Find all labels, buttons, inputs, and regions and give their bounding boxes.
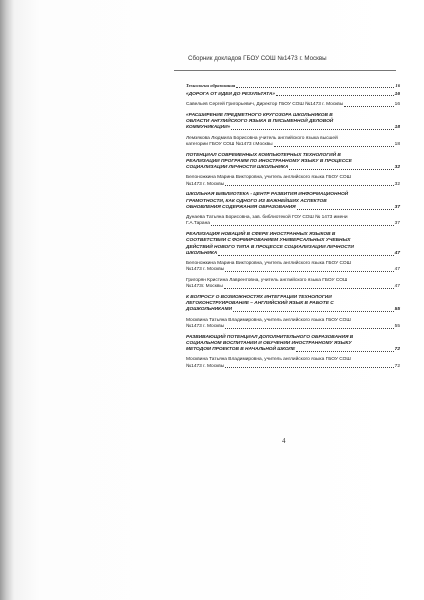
toc-entry-title [186,153,400,172]
dot-leader [225,328,393,329]
toc-line [186,221,400,227]
toc-entry-text: РАЗВИВАЮЩИЙ ПОТЕНЦИАЛ ДОПОЛНИТЕЛЬНОГО ОБРАЗОВАНИЯ В [186,334,354,340]
toc-entry-title [186,295,400,314]
toc-page-ref: 72 [394,346,400,352]
toc-entry-text: Савельев Сергей Григорьевич, Директор ГБОУ СОШ №1473 г. Москвы [186,101,344,107]
dot-leader [231,129,393,130]
dot-leader [276,95,394,96]
toc-entry-text: СОЦИАЛИЗАЦИИ ЛИЧНОСТИ ШКОЛЬНИКА [186,164,289,170]
toc-entry-text: категории ГБОУ СОШ №1473 г.Москвы [186,141,273,147]
dot-leader [236,87,394,88]
toc-entry-author [186,102,400,108]
toc-entry-title [186,92,400,98]
toc-line [186,182,400,188]
toc-entry-text: Москвина Татьяна Владимировна, учитель английского языка ГБОУ СОШ [186,357,351,363]
toc-entry-text: ШКОЛЬНИКА [186,250,218,256]
dot-leader [344,106,393,107]
toc-page-ref: 37 [394,204,400,210]
toc-line [186,267,400,273]
toc-entry-text: Г.А.Тарана [186,221,210,227]
toc-entry-text: ОБЛАСТИ АНГЛИЙСКОГО ЯЗЫКА В ПИСЬМЕННОЙ ДЕЛОВОЙ [186,118,334,124]
toc-line [186,364,400,370]
page-number: 4 [282,437,286,445]
header-rule [174,70,396,71]
toc-page-ref: 18 [394,141,400,147]
toc-entry-text: КОММУНИКАЦИИ» [186,125,231,131]
toc-entry-text: ЛЕГОКОНСТРУИРОВАНИЕ – АНГЛИЙСКИЙ ЯЗЫК В РАБОТЕ С [186,300,334,306]
dot-leader [225,367,393,368]
toc-page-ref: 55 [394,307,400,313]
dot-leader [297,209,394,210]
toc-entry-title [186,335,400,354]
toc-entry-title [186,113,400,132]
toc-line [186,102,400,108]
toc-entry-text: ПОТЕНЦИАЛ СОВРЕМЕННЫХ КОМПЬЮТЕРНЫХ ТЕХНОЛОГИЙ В [186,152,341,158]
toc-page-ref: 18 [394,125,400,131]
toc-entry-author [186,278,400,290]
toc-entry-text: Москвина Татьяна Владимировна, учитель английского языка ГБОУ СОШ [186,317,351,323]
toc-entry-text: №1473 г. Москвы [186,363,225,369]
toc-entry-text: СОЦИАЛЬНОМ ВОСПИТАНИИ И ОБУЧЕНИИ ИНОСТРАННОМУ ЯЗЫКУ [186,340,352,346]
toc-entry-text: ДОШКОЛЬНИКАМИ [186,307,232,313]
toc-line [186,125,400,131]
toc-entry-author [186,136,400,148]
dot-leader [225,271,393,272]
toc-entry-section [186,83,400,89]
toc-entry-text: ДЕЙСТВИЙ НОВОГО ТИПА В ПРОЦЕССЕ СОЦИАЛИЗАЦИИ ЛИЧНОСТИ [186,244,354,250]
dot-leader [233,311,394,312]
toc-entry-author [186,261,400,273]
toc-page-ref: 47 [394,283,400,289]
running-header: Сборник докладов ГБОУ СОШ №1473 г. Москвы [188,55,327,62]
toc-entry-text: Белоножкина Марина Викторовна, учитель английского языка ГБОУ СОШ [186,261,351,267]
toc-page-ref: 32 [394,164,400,170]
toc-entry-text: СООТВЕТСТВИИ С ФОРМИРОВАНИЕМ УНИВЕРСАЛЬНЫХ УЧЕБНЫХ [186,238,351,244]
toc-entry-text: Григорян Кристина Лаврентовна, учитель английского языка ГБОУ СОШ [186,277,348,283]
toc-entry-text: МЕТОДОМ ПРОЕКТОВ В НАЧАЛЬНОЙ ШКОЛЕ [186,346,296,352]
toc-line [186,347,400,353]
toc-entry-text: №1473 г. Москвы [186,181,225,187]
toc-line [186,284,400,290]
table-of-contents [186,83,400,370]
toc-entry-text: РЕАЛИЗАЦИЯ НОВАЦИЙ В СФЕРЕ ИНОСТРАННЫХ ЯЗЫКОВ В [186,232,336,238]
toc-entry-title [186,232,400,257]
toc-page-ref: 72 [394,363,400,369]
toc-entry-text: ГРАМОТНОСТИ, КАК ОДНОГО ИЗ ВАЖНЕЙШИХ АСПЕКТОВ [186,198,327,204]
toc-line [186,251,400,257]
toc-entry-text: №1473 г. Москвы [186,267,225,273]
toc-line [186,307,400,313]
toc-entry-author [186,215,400,227]
dot-leader [289,169,393,170]
toc-entry-author [186,357,400,369]
toc-page-ref: 47 [394,267,400,273]
toc-page-ref: 16 [394,91,400,97]
toc-entry-author [186,175,400,187]
toc-page-ref: 47 [394,250,400,256]
dot-leader [225,185,393,186]
toc-entry-text: Дунаева Татьяна Борисовна, зав. библиотекой ГОУ СОШ № 1473 имени [186,215,348,221]
toc-entry-author [186,318,400,330]
dot-leader [274,146,394,147]
toc-line [186,205,400,211]
toc-line [186,92,400,98]
toc-line [186,142,400,148]
toc-entry-text: Белоножкина Марина Викторовна, учитель английского языка ГБОУ СОШ [186,175,351,181]
toc-entry-text: РЕАЛИЗАЦИИ ПРОГРАММ ПО ИНОСТРАННОМУ ЯЗЫКУ В ПРОЦЕССЕ [186,158,352,164]
toc-line [186,83,400,89]
toc-line [186,324,400,330]
dot-leader [296,351,394,352]
dot-leader [218,255,393,256]
toc-page-ref: 55 [394,323,400,329]
toc-entry-title [186,192,400,211]
toc-entry-text: «ДОРОГА ОТ ИДЕИ ДО РЕЗУЛЬТАТА» [186,91,275,97]
toc-entry-text: Технологии образования [186,83,236,88]
toc-entry-text: Лемзякова Людмила Борисовна учитель английского языка высшей [186,135,338,141]
toc-entry-text: №1473г. Москвы [186,283,223,289]
toc-entry-text: ОБНОВЛЕНИЯ СОДЕРЖАНИЯ ОБРАЗОВАНИЯ [186,204,296,210]
toc-page-ref: 32 [394,181,400,187]
toc-entry-text: «РАСШИРЕНИЕ ПРЕДМЕТНОГО КРУГОЗОРА ШКОЛЬНИКОВ В [186,112,333,118]
toc-entry-text: №1473 г. Москвы [186,323,225,329]
toc-entry-text: ШКОЛЬНАЯ БИБЛИОТЕКА - ЦЕНТР РАЗВИТИЯ ИНФОРМАЦИОННОЙ [186,192,349,198]
toc-page-ref: 16 [394,101,400,107]
dot-leader [224,288,394,289]
toc-entry-text: К ВОПРОСУ О ВОЗМОЖНОСТЯХ ИНТЕГРАЦИИ ТЕХНОЛОГИИ [186,294,332,300]
toc-line [186,165,400,171]
dot-leader [211,225,394,226]
toc-page-ref: 16 [395,83,400,88]
toc-page-ref: 37 [394,221,400,227]
